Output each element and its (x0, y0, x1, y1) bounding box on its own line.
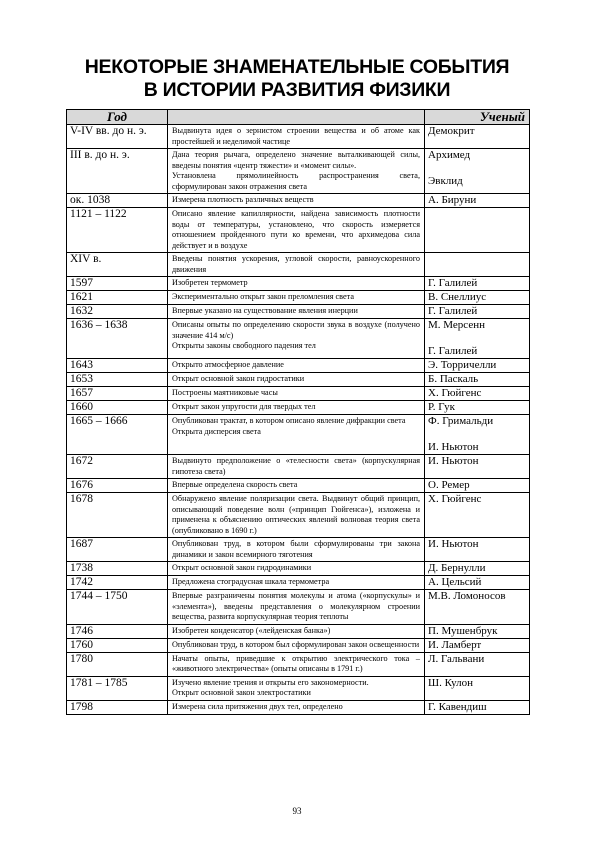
scientist-cell (425, 700, 530, 714)
table-row (67, 277, 530, 291)
event-text: Выдвинуто предположение о «телесности света» (корпускулярная гипотеза света) (172, 456, 420, 476)
event-text: Построены маятниковые часы (172, 388, 278, 397)
scientist-cell (425, 493, 530, 538)
event-cell (168, 373, 425, 387)
scientist-cell (425, 359, 530, 373)
scientist-name: Г. Кавендиш (428, 700, 487, 713)
scientist-name: Р. Гук (428, 401, 456, 413)
event-cell (168, 415, 425, 455)
scientist-name: О. Ремер (428, 479, 470, 491)
year-cell: 1738 (67, 562, 168, 576)
scientist-cell (425, 576, 530, 590)
year-cell: 1665 – 1666 (67, 415, 168, 455)
event-text: Опубликован труд, в котором были сформулированы три закона динамики и закон всемирного тяготения (172, 539, 420, 559)
table-row (67, 387, 530, 401)
title-line-2: В ИСТОРИИ РАЗВИТИЯ ФИЗИКИ (143, 79, 451, 101)
scientist-name: Г. Галилей (428, 345, 478, 357)
scientist-name: Э. Торричелли (428, 359, 497, 371)
event-text: Открыт закон упругости для твердых тел (172, 402, 316, 411)
scientist-name: Д. Бернулли (428, 562, 486, 574)
event-text: Впервые разграничены понятия молекулы и атома («корпускулы» и «элемента»), введены представления о молекулярном строении вещества, развита корпускулярная теория теплоты (172, 591, 420, 621)
scientist-name: Х. Гюйгенс (428, 493, 482, 505)
event-cell (168, 479, 425, 493)
year-cell: 1742 (67, 576, 168, 590)
year-cell: 1672 (67, 455, 168, 479)
event-text: Опубликован труд, в котором был сформулирован закон освещенности (172, 639, 420, 649)
table-body (67, 125, 530, 715)
scientist-name: Архимед (428, 149, 471, 161)
scientist-cell (425, 305, 530, 319)
header-scientist: Ученый (425, 110, 530, 125)
event-cell (168, 253, 425, 277)
year-cell: 1597 (67, 277, 168, 291)
scientist-name: И. Ньютон (428, 538, 479, 550)
event-cell (168, 359, 425, 373)
scientist-cell (425, 479, 530, 493)
scientist-name: И. Ньютон (428, 441, 479, 453)
table-row (67, 194, 530, 208)
table-row (67, 493, 530, 538)
event-text: Изобретен конденсатор («лейденская банка») (172, 625, 331, 635)
scientist-name: А. Бируни (428, 194, 477, 206)
event-cell (168, 652, 425, 676)
year-cell: 1636 – 1638 (67, 319, 168, 359)
header-year: Год (67, 110, 168, 125)
event-cell (168, 277, 425, 291)
event-cell (168, 700, 425, 714)
year-cell: 1678 (67, 493, 168, 538)
event-text: Описано явление капиллярности, найдена зависимость плотности воды от температуры, установлено, что скорость измеряется отношением пройденного пути ко времени, что архимедова сила действует и в воздухе (172, 209, 420, 250)
year-cell: 1746 (67, 624, 168, 638)
event-cell (168, 149, 425, 194)
scientist-name: Эвклид (428, 175, 463, 187)
table-row (67, 401, 530, 415)
scientist-name: М.В. Ломоносов (428, 590, 506, 602)
scientist-name: Г. Галилей (428, 277, 478, 289)
table-row (67, 305, 530, 319)
event-text: Открыта дисперсия света (172, 426, 261, 436)
event-text: Открыт основной закон электростатики (172, 688, 311, 697)
event-cell (168, 590, 425, 625)
scientist-name: Л. Гальвани (428, 652, 485, 665)
scientist-cell (425, 590, 530, 625)
event-text: Впервые определена скорость света (172, 480, 298, 489)
title-line-1: НЕКОТОРЫЕ ЗНАМЕНАТЕЛЬНЫЕ СОБЫТИЯ (84, 56, 510, 78)
table-row (67, 700, 530, 714)
scientist-cell (425, 652, 530, 676)
scientist-name: В. Снеллиус (428, 291, 487, 303)
table-row (67, 319, 530, 359)
event-cell (168, 638, 425, 652)
scientist-name: Х. Гюйгенс (428, 387, 482, 399)
year-cell: 1121 – 1122 (67, 208, 168, 253)
table-row (67, 638, 530, 652)
table-row (67, 562, 530, 576)
scientist-name: Демокрит (428, 125, 475, 137)
scientist-cell (425, 194, 530, 208)
event-text: Введены понятия ускорения, угловой скорости, равноускоренного движения (172, 254, 420, 274)
event-cell (168, 576, 425, 590)
table-row (67, 291, 530, 305)
scientist-cell (425, 319, 530, 359)
page-number: 93 (292, 806, 302, 816)
event-text: Начаты опыты, приведшие к открытию электрического тока – «животного электричества» (опыты описаны в 1791 г.) (172, 653, 420, 673)
table-row (67, 479, 530, 493)
event-cell (168, 125, 425, 149)
year-cell: 1760 (67, 638, 168, 652)
event-text: Выдвинута идея о зернистом строении вещества и об атоме как простейшей и неделимой частице (172, 126, 420, 146)
event-text: Впервые указано на существование явления инерции (172, 306, 358, 315)
event-cell (168, 387, 425, 401)
table-row (67, 125, 530, 149)
year-cell: 1780 (67, 652, 168, 676)
event-text: Изобретен термометр (172, 278, 248, 287)
header-event (168, 110, 425, 125)
year-cell: 1657 (67, 387, 168, 401)
scientist-name: И. Ньютон (428, 455, 479, 467)
year-cell: III в. до н. э. (67, 149, 168, 194)
scientist-name: П. Мушенбрук (428, 624, 498, 637)
table-row (67, 208, 530, 253)
table-row (67, 538, 530, 562)
event-text: Изучено явление трения и открыты его закономерности. (172, 677, 369, 687)
scientist-cell (425, 208, 530, 253)
year-cell: 1798 (67, 700, 168, 714)
table-row (67, 149, 530, 194)
scientist-name: Ш. Кулон (428, 676, 473, 689)
scientist-cell (425, 415, 530, 455)
scientist-cell (425, 125, 530, 149)
scientist-cell (425, 538, 530, 562)
year-cell: 1676 (67, 479, 168, 493)
event-cell (168, 455, 425, 479)
event-text: Открыт основной закон гидродинамики (172, 563, 312, 572)
year-cell: 1621 (67, 291, 168, 305)
table-row (67, 652, 530, 676)
year-cell: 1660 (67, 401, 168, 415)
event-cell (168, 305, 425, 319)
scientist-cell (425, 638, 530, 652)
scientist-name: Ф. Гримальди (428, 415, 494, 427)
scientist-name: А. Цельсий (428, 576, 482, 588)
event-text: Измерена сила притяжения двух тел, определено (172, 701, 343, 711)
year-cell: 1687 (67, 538, 168, 562)
table-row (67, 576, 530, 590)
event-text: Установлена прямолинейность распространения света, сформулирован закон отражения света (172, 171, 420, 191)
table-row (67, 253, 530, 277)
scientist-name: Б. Паскаль (428, 373, 479, 385)
year-cell: 1781 – 1785 (67, 676, 168, 700)
scientist-cell (425, 277, 530, 291)
scientist-name: Г. Галилей (428, 305, 478, 317)
event-text: Описаны опыты по определению скорости звука в воздухе (получено значение 414 м/с) (172, 320, 420, 340)
event-text: Дана теория рычага, определено значение выталкивающей силы, введены понятия «центр тяжести» и «момент силы». (172, 150, 420, 170)
event-cell (168, 194, 425, 208)
event-text: Обнаружено явление поляризации света. Выдвинут общий принцип, описывающий поведение волн («принцип Гюйгенса»), изложена и применена к объяснению оптических явлений волновая теория света (опубликовано в 1690 г.) (172, 494, 420, 535)
table-row (67, 624, 530, 638)
year-cell: 1653 (67, 373, 168, 387)
event-text: Открыты законы свободного падения тел (172, 341, 316, 350)
event-cell (168, 676, 425, 700)
event-cell (168, 538, 425, 562)
table-row (67, 359, 530, 373)
year-cell: V-IV вв. до н. э. (67, 125, 168, 149)
year-cell: 1744 – 1750 (67, 590, 168, 625)
event-text: Открыт основной закон гидростатики (172, 374, 305, 383)
scientist-name: М. Мерсенн (428, 319, 485, 331)
scientist-cell (425, 455, 530, 479)
scientist-cell (425, 387, 530, 401)
event-cell (168, 401, 425, 415)
table-row (67, 373, 530, 387)
events-table (66, 109, 530, 715)
scientist-cell (425, 291, 530, 305)
scientist-cell (425, 253, 530, 277)
event-cell (168, 291, 425, 305)
scientist-cell (425, 562, 530, 576)
scientist-cell (425, 624, 530, 638)
year-cell: 1643 (67, 359, 168, 373)
table-header-row (67, 110, 530, 125)
event-cell (168, 319, 425, 359)
event-text: Экспериментально открыт закон преломления света (172, 292, 354, 301)
year-cell: XIV в. (67, 253, 168, 277)
scientist-name: И. Ламберт (428, 638, 482, 651)
scientist-cell (425, 676, 530, 700)
event-text: Предложена стоградусная шкала термометра (172, 577, 330, 586)
event-cell (168, 208, 425, 253)
event-cell (168, 562, 425, 576)
table-row (67, 455, 530, 479)
event-cell (168, 624, 425, 638)
page-title (0, 56, 594, 102)
table-row (67, 415, 530, 455)
table-row (67, 590, 530, 625)
table-row (67, 676, 530, 700)
year-cell: 1632 (67, 305, 168, 319)
event-text: Измерена плотность различных веществ (172, 195, 314, 204)
year-cell: ок. 1038 (67, 194, 168, 208)
event-cell (168, 493, 425, 538)
scientist-cell (425, 401, 530, 415)
scientist-cell (425, 373, 530, 387)
event-text: Открыто атмосферное давление (172, 360, 284, 369)
scientist-cell (425, 149, 530, 194)
event-text: Опубликован трактат, в котором описано явление дифракции света (172, 416, 406, 425)
